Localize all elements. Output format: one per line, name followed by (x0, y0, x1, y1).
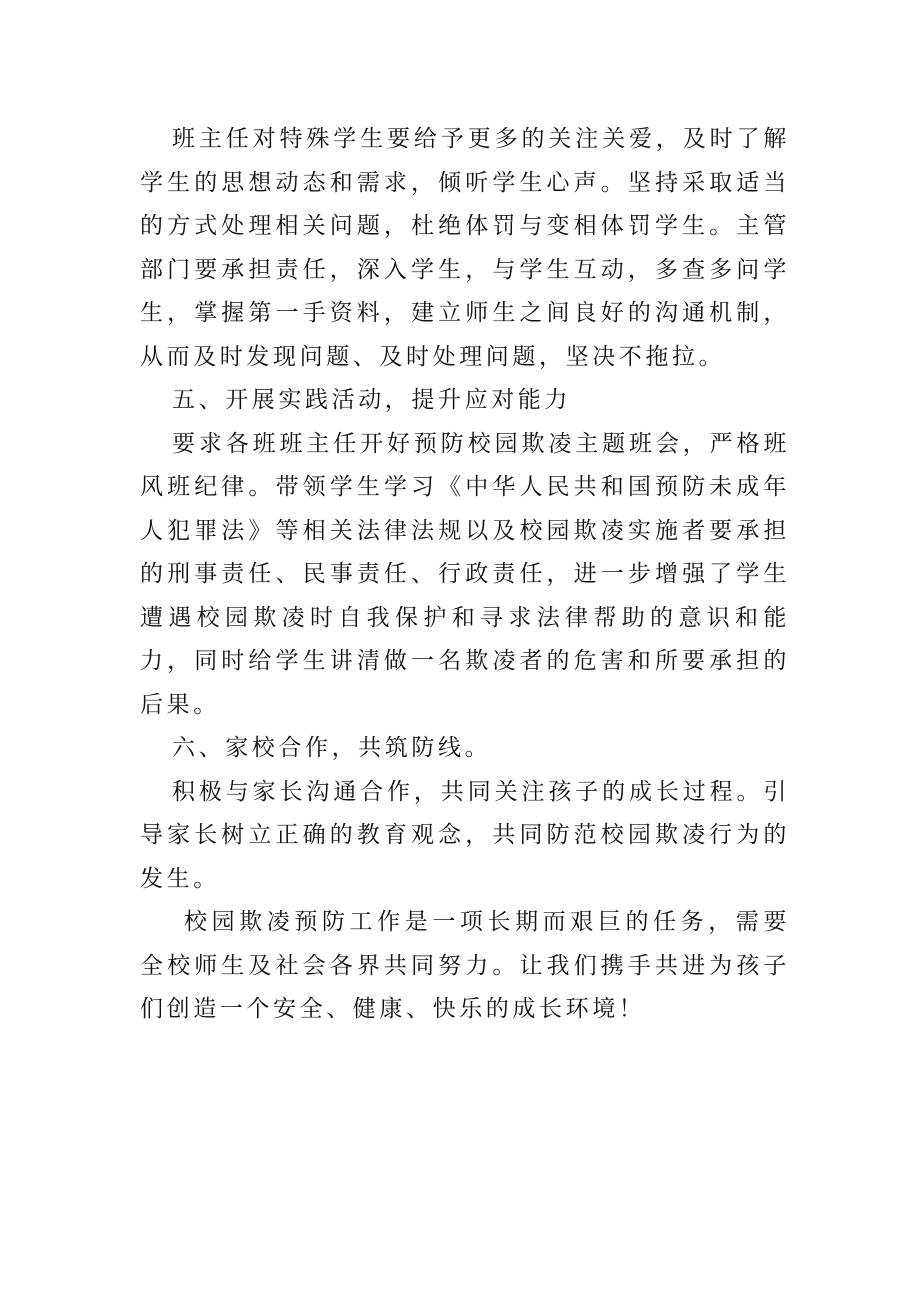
document-body (140, 118, 790, 1032)
paragraph-special-students: 班主任对特殊学生要给予更多的关注关爱，及时了解学生的思想动态和需求，倾听学生心声。坚持采取适当的方式处理相关问题，杜绝体罚与变相体罚学生。主管部门要承担责任，深入学生，与学生互动，多查多问学生，掌握第一手资料，建立师生之间良好的沟通机制，从而及时发现问题、及时处理问题，坚决不拖拉。 (140, 126, 790, 370)
section-heading-five: 五、开展实践活动，提升应对能力 (172, 387, 571, 413)
section-heading-six: 六、家校合作，共筑防线。 (172, 735, 492, 761)
paragraph-conclusion: 校园欺凌预防工作是一项长期而艰巨的任务，需要全校师生及社会各界共同努力。让我们携手共进为孩子们创造一个安全、健康、快乐的成长环境！ (140, 909, 790, 1022)
paragraph-parent-cooperation: 积极与家长沟通合作，共同关注孩子的成长过程。引导家长树立正确的教育观念，共同防范校园欺凌行为的发生。 (140, 778, 790, 892)
paragraph-class-meetings: 要求各班班主任开好预防校园欺凌主题班会，严格班风班纪律。带领学生学习《中华人民共和国预防未成年人犯罪法》等相关法律法规以及校园欺凌实施者要承担的刑事责任、民事责任、行政责任，进一步增强了学生遭遇校园欺凌时自我保护和寻求法律帮助的意识和能力，同时给学生讲清做一名欺凌者的危害和所要承担的后果。 (140, 430, 790, 718)
